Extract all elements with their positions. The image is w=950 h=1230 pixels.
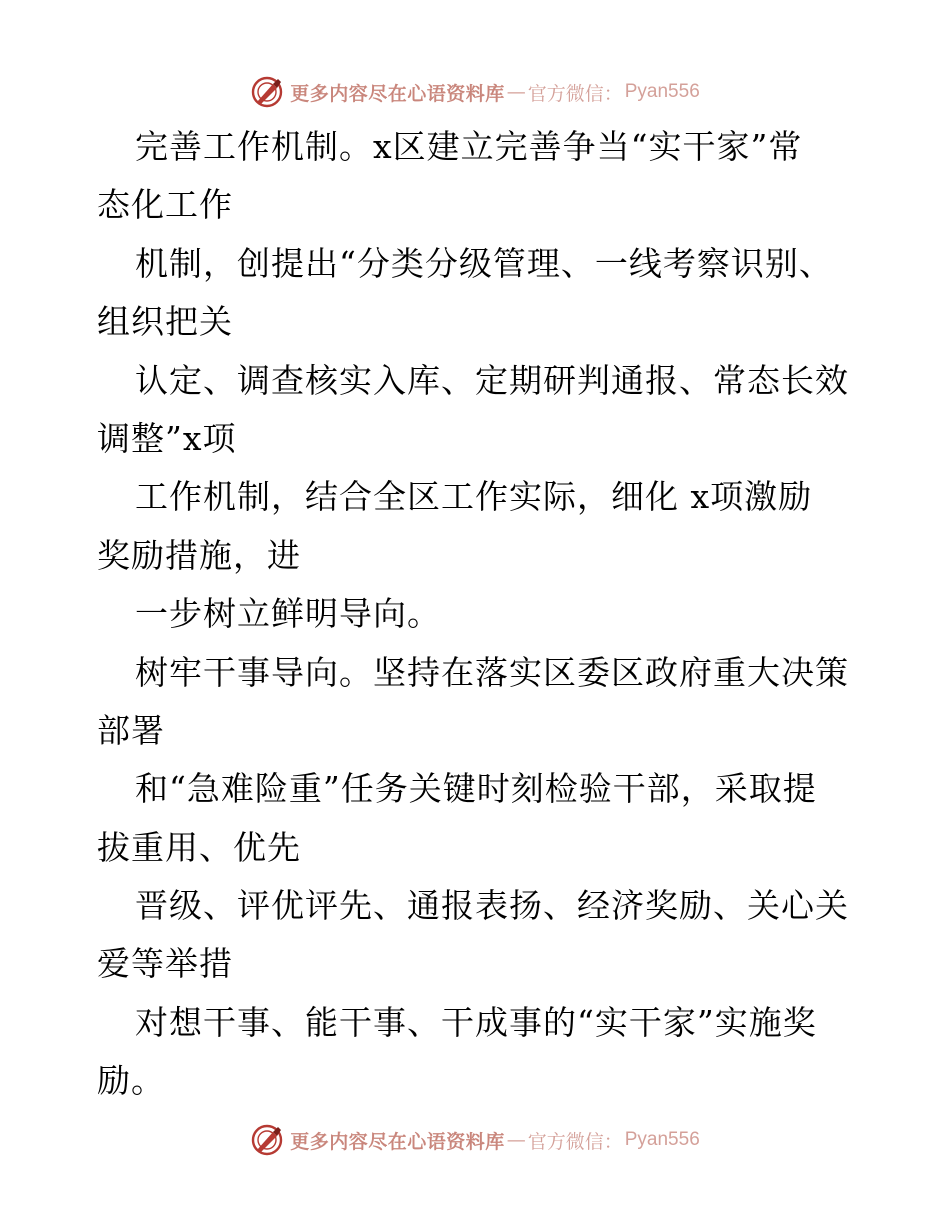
text-line: 态化工作 xyxy=(97,185,233,225)
text-line: 组织把关 xyxy=(97,302,233,342)
text-line: 励。 xyxy=(97,1061,165,1101)
text-line: 部署 xyxy=(97,710,165,750)
document-body xyxy=(97,118,867,1111)
text-line: 拔重用、优先 xyxy=(97,827,301,867)
watermark-wechat-label: 官方微信： xyxy=(527,82,623,105)
text-line: 调整”x项 xyxy=(97,418,237,458)
text-line: 一步树立鲜明导向。 xyxy=(135,594,441,634)
pen-logo-icon xyxy=(250,1123,284,1157)
text-line: 树牢干事导向。坚持在落实区委区政府重大决策 xyxy=(135,652,849,692)
watermark-wechat-id: Pyan556 xyxy=(624,81,700,102)
text-line: 认定、调查核实入库、定期研判通报、常态长效 xyxy=(135,360,849,400)
pen-logo-icon xyxy=(250,75,284,109)
watermark-wechat-id: Pyan556 xyxy=(624,1129,700,1150)
watermark-text: 更多内容尽在心语资料库 xyxy=(290,82,505,105)
header-watermark xyxy=(0,72,950,112)
text-line: 工作机制，结合全区工作实际，细化 x项激励 xyxy=(135,477,813,517)
text-line: 爱等举措 xyxy=(97,944,233,984)
footer-watermark xyxy=(0,1120,950,1160)
text-line: 完善工作机制。x区建立完善争当“实干家”常 xyxy=(135,127,803,166)
watermark-dash: — xyxy=(506,81,526,103)
text-line: 对想干事、能干事、干成事的“实干家”实施奖 xyxy=(135,1002,817,1042)
watermark-text: 更多内容尽在心语资料库 xyxy=(290,1130,505,1153)
watermark-dash: — xyxy=(506,1129,526,1151)
watermark-wechat-label: 官方微信： xyxy=(527,1130,623,1153)
text-line: 机制，创提出“分类分级管理、一线考察识别、 xyxy=(135,243,833,283)
text-line: 和“急难险重”任务关键时刻检验干部，采取提 xyxy=(135,769,817,809)
text-line: 晋级、评优评先、通报表扬、经济奖励、关心关 xyxy=(135,886,849,926)
text-line: 奖励措施，进 xyxy=(97,535,301,575)
